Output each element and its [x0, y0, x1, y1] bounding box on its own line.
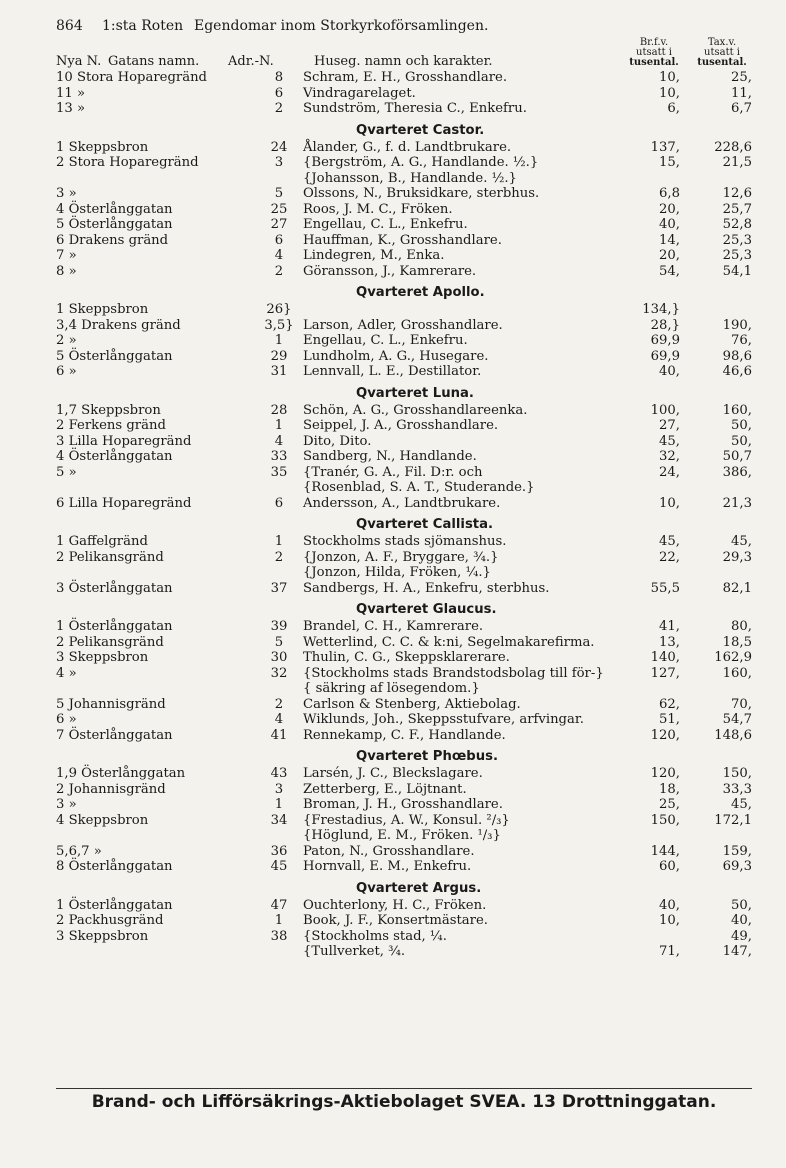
street-address: 1,7 Skeppsbron	[56, 402, 161, 418]
owner-name: Zetterberg, E., Löjtnant.	[303, 781, 467, 797]
address-number: 37	[270, 580, 288, 596]
tax-value: 21,5	[722, 155, 752, 170]
fire-insurance-value: 45,	[659, 433, 680, 449]
address-number: 32	[270, 665, 288, 681]
tax-value: 228,6	[714, 139, 752, 155]
fire-insurance-value: 41,	[659, 619, 680, 634]
address-number: 1	[274, 534, 284, 549]
col-adr-n: Adr.-N.	[228, 54, 274, 69]
quarter-title: Qvarteret Luna.	[356, 385, 474, 401]
address-number: 2	[274, 263, 284, 279]
table-row	[56, 70, 752, 86]
address-number: 4	[274, 712, 284, 727]
street-address: 3 Skeppsbron	[56, 650, 149, 665]
col-brfv-sub: utsatt i	[636, 47, 672, 58]
address-number: 34	[270, 812, 288, 828]
address-number: 36	[270, 843, 288, 859]
tax-value: 50,7	[722, 449, 752, 464]
address-number: 27	[270, 217, 288, 232]
tax-value: 25,	[731, 70, 752, 85]
table-row	[56, 333, 752, 349]
table-row	[56, 465, 752, 481]
fire-insurance-value: 71,	[659, 944, 680, 959]
owner-name: {Frestadius, A. W., Konsul. ²/₃}	[303, 812, 510, 828]
property-listing	[56, 70, 752, 965]
address-number: 41	[270, 727, 288, 743]
tax-value: 11,	[731, 85, 752, 101]
street-address: 2 »	[56, 333, 77, 348]
address-number: 3	[274, 155, 284, 170]
street-address: 1 Gaffelgränd	[56, 534, 148, 549]
owner-name: Lennvall, L. E., Destillator.	[303, 364, 482, 379]
street-address: 7 »	[56, 248, 77, 263]
col-brfv-unit: tusental.	[629, 57, 679, 68]
page-title: Egendomar inom Storkyrkoförsamlingen.	[194, 18, 489, 34]
tax-value: 150,	[722, 766, 752, 781]
tax-value: 45,	[731, 534, 752, 549]
fire-insurance-value: 140,	[650, 650, 680, 665]
tax-value: 148,6	[714, 727, 752, 743]
tax-value: 69,3	[722, 859, 752, 874]
table-row	[56, 418, 752, 434]
tax-value: 147,	[722, 944, 752, 959]
address-number: 6	[274, 85, 284, 101]
fire-insurance-value: 18,	[659, 781, 680, 797]
address-number: 1	[274, 797, 284, 812]
fire-insurance-value: 62,	[659, 696, 680, 712]
street-address: 8 Österlånggatan	[56, 859, 173, 874]
fire-insurance-value: 120,	[650, 727, 680, 743]
quarter-title: Qvarteret Callista.	[356, 517, 494, 532]
table-row	[56, 650, 752, 666]
fire-insurance-value: 10,	[659, 913, 680, 928]
quarter-section	[56, 122, 752, 285]
footer-advertisement: Brand- och Lifförsäkrings-Aktiebolaget SVEA. 13 Drottninggatan.	[56, 1088, 752, 1112]
table-row	[56, 364, 752, 380]
owner-name: {Jonzon, Hilda, Fröken, ¼.}	[303, 565, 491, 580]
owner-name: Lindegren, M., Enka.	[303, 248, 445, 263]
street-address: 8 »	[56, 263, 77, 279]
owner-name: {Bergström, A. G., Handlande. ½.}	[303, 155, 539, 170]
table-row	[56, 202, 752, 218]
tax-value: 386,	[722, 464, 752, 480]
owner-name: Dito, Dito.	[303, 433, 372, 449]
tax-value: 70,	[731, 696, 752, 712]
owner-name: { säkring af lösegendom.}	[303, 681, 480, 696]
table-row	[56, 349, 752, 365]
quarter-title: Qvarteret Apollo.	[356, 285, 485, 300]
col-taxv: Tax.v.	[707, 37, 737, 48]
table-row	[56, 619, 752, 635]
address-number: 39	[270, 619, 288, 634]
address-number: 45	[270, 859, 288, 874]
owner-name: Schön, A. G., Grosshandlareenka.	[303, 402, 528, 418]
owner-name: Engellau, C. L., Enkefru.	[303, 217, 468, 232]
address-number: 26}	[266, 302, 292, 317]
street-address: 10 Stora Hoparegränd	[56, 70, 207, 85]
table-row	[56, 155, 752, 171]
table-row	[56, 403, 752, 419]
street-address: 5 »	[56, 464, 77, 480]
table-row	[56, 217, 752, 233]
owner-name: {Rosenblad, S. A. T., Studerande.}	[303, 480, 535, 495]
street-address: 1 Österlånggatan	[56, 897, 173, 913]
column-headers	[56, 34, 752, 70]
owner-name: {Höglund, E. M., Fröken. ¹/₃}	[303, 828, 501, 843]
tax-value: 25,7	[722, 201, 752, 217]
table-row	[56, 233, 752, 249]
tax-value: 50,	[731, 433, 752, 449]
street-address: 5,6,7 »	[56, 843, 102, 859]
table-row	[56, 434, 752, 450]
fire-insurance-value: 144,	[650, 843, 680, 859]
fire-insurance-value: 15,	[659, 155, 680, 170]
tax-value: 76,	[731, 333, 752, 348]
table-row	[56, 797, 752, 813]
table-row	[56, 318, 752, 334]
owner-name: Book, J. F., Konsertmästare.	[303, 913, 488, 928]
address-number: 1	[274, 418, 284, 433]
address-number: 4	[274, 433, 284, 449]
table-row	[56, 859, 752, 875]
fire-insurance-value: 40,	[659, 897, 680, 913]
fire-insurance-value: 6,8	[659, 186, 680, 201]
street-address: 6 »	[56, 712, 77, 727]
address-number: 30	[270, 650, 288, 665]
fire-insurance-value: 69,9	[650, 333, 680, 348]
street-address: 4 Österlånggatan	[56, 201, 173, 217]
section-label: 1:sta Roten	[102, 18, 184, 34]
table-row	[56, 728, 752, 744]
table-row	[56, 186, 752, 202]
tax-value: 25,3	[722, 248, 752, 263]
quarter-section	[56, 880, 752, 965]
fire-insurance-value: 20,	[659, 248, 680, 263]
tax-value: 160,	[722, 402, 752, 418]
fire-insurance-value: 55,5	[650, 580, 680, 596]
fire-insurance-value: 40,	[659, 364, 680, 379]
address-number: 4	[274, 248, 284, 263]
tax-value: 21,3	[722, 495, 752, 511]
address-number: 35	[270, 464, 288, 480]
owner-name: Seippel, J. A., Grosshandlare.	[303, 418, 499, 433]
col-huseg: Huseg. namn och karakter.	[314, 54, 493, 69]
tax-value: 50,	[731, 418, 752, 433]
street-address: 6 Lilla Hoparegränd	[56, 495, 192, 511]
table-row	[56, 697, 752, 713]
owner-name: Wiklunds, Joh., Skeppsstufvare, arfvingar.	[303, 712, 584, 727]
table-row	[56, 101, 752, 117]
owner-name: Sundström, Theresia C., Enkefru.	[303, 101, 527, 116]
fire-insurance-value: 22,	[659, 549, 680, 565]
table-row	[56, 140, 752, 156]
table-row	[56, 550, 752, 566]
street-address: 2 Pelikansgränd	[56, 549, 164, 565]
table-row	[56, 828, 752, 844]
tax-value: 82,1	[722, 580, 752, 596]
fire-insurance-value: 127,	[650, 665, 680, 681]
owner-name: Roos, J. M. C., Fröken.	[303, 201, 453, 217]
street-address: 1 Skeppsbron	[56, 139, 149, 155]
table-row	[56, 581, 752, 597]
owner-name: Sandbergs, H. A., Enkefru, sterbhus.	[303, 580, 550, 596]
fire-insurance-value: 40,	[659, 217, 680, 232]
owner-name: {Tullverket, ¾.	[303, 944, 406, 959]
tax-value: 98,6	[722, 348, 752, 364]
fire-insurance-value: 14,	[659, 232, 680, 248]
street-address: 7 Österlånggatan	[56, 727, 173, 743]
tax-value: 162,9	[714, 650, 752, 665]
col-taxv-unit: tusental.	[697, 57, 747, 68]
quarter-title: Qvarteret Phœbus.	[356, 749, 498, 764]
owner-name: Paton, N., Grosshandlare.	[303, 843, 475, 859]
quarter-section	[56, 601, 752, 748]
page-number: 864	[56, 18, 83, 34]
owner-name: Broman, J. H., Grosshandlare.	[303, 797, 503, 812]
owner-name: Carlson & Stenberg, Aktiebolag.	[303, 696, 521, 712]
tax-value: 45,	[731, 797, 752, 812]
owner-name: {Tranér, G. A., Fil. D:r. och	[303, 464, 483, 480]
street-address: 1 Skeppsbron	[56, 302, 149, 317]
address-number: 3,5}	[264, 317, 294, 333]
table-row	[56, 782, 752, 798]
street-address: 1 Österlånggatan	[56, 619, 173, 634]
street-address: 2 Ferkens gränd	[56, 418, 166, 433]
table-row	[56, 898, 752, 914]
tax-value: 52,8	[722, 217, 752, 232]
owner-name: Vindragarelaget.	[303, 85, 416, 101]
address-number: 3	[274, 781, 284, 797]
table-row	[56, 681, 752, 697]
table-row	[56, 666, 752, 682]
owner-name: Brandel, C. H., Kamrerare.	[303, 619, 484, 634]
street-address: 13 »	[56, 101, 86, 116]
table-row	[56, 766, 752, 782]
table-row	[56, 496, 752, 512]
table-row	[56, 913, 752, 929]
address-number: 38	[270, 928, 288, 944]
owner-name: {Stockholms stads Brandstodsbolag till för-}	[303, 665, 604, 681]
quarter-section	[56, 748, 752, 880]
tax-value: 160,	[722, 665, 752, 681]
fire-insurance-value: 10,	[659, 70, 680, 85]
address-number: 31	[270, 364, 288, 379]
fire-insurance-value: 150,	[650, 812, 680, 828]
col-taxv-sub: utsatt i	[704, 47, 740, 58]
address-number: 47	[270, 897, 288, 913]
owner-name: Lundholm, A. G., Husegare.	[303, 348, 489, 364]
fire-insurance-value: 137,	[650, 139, 680, 155]
quarter-title: Qvarteret Castor.	[356, 122, 485, 138]
col-nya-n: Nya N.	[56, 54, 102, 69]
address-number: 24	[270, 139, 288, 155]
address-number: 25	[270, 201, 288, 217]
table-row	[56, 944, 752, 960]
fire-insurance-value: 10,	[659, 85, 680, 101]
fire-insurance-value: 13,	[659, 634, 680, 650]
owner-name: Hauffman, K., Grosshandlare.	[303, 232, 502, 248]
address-number: 6	[274, 495, 284, 511]
owner-name: {Stockholms stad, ¼.	[303, 928, 447, 944]
address-number: 2	[274, 101, 284, 116]
table-row	[56, 712, 752, 728]
address-number: 5	[274, 634, 284, 650]
street-address: 6 »	[56, 364, 77, 379]
address-number: 1	[274, 333, 284, 348]
street-address: 2 Pelikansgränd	[56, 634, 164, 650]
street-address: 1,9 Österlånggatan	[56, 766, 186, 781]
fire-insurance-value: 51,	[659, 712, 680, 727]
street-address: 3 »	[56, 186, 77, 201]
quarter-title: Qvarteret Glaucus.	[356, 602, 497, 617]
owner-name: Sandberg, N., Handlande.	[303, 449, 477, 464]
tax-value: 46,6	[722, 364, 752, 379]
fire-insurance-value: 45,	[659, 534, 680, 549]
table-row	[56, 302, 752, 318]
tax-value: 6,7	[731, 101, 752, 116]
quarter-title: Qvarteret Argus.	[356, 880, 482, 896]
fire-insurance-value: 54,	[659, 263, 680, 279]
street-address: 2 Packhusgränd	[56, 913, 164, 928]
street-address: 3,4 Drakens gränd	[56, 317, 181, 333]
street-address: 2 Johannisgränd	[56, 781, 166, 797]
fire-insurance-value: 10,	[659, 495, 680, 511]
owner-name: Ålander, G., f. d. Landtbrukare.	[303, 139, 512, 155]
street-address: 5 Österlånggatan	[56, 348, 173, 364]
owner-name: Göransson, J., Kamrerare.	[303, 263, 477, 279]
table-row	[56, 534, 752, 550]
address-number: 2	[274, 696, 284, 712]
page-header	[56, 10, 752, 34]
street-address: 4 Skeppsbron	[56, 812, 149, 828]
fire-insurance-value: 60,	[659, 859, 680, 874]
table-row	[56, 248, 752, 264]
address-number: 5	[274, 186, 284, 201]
fire-insurance-value: 69,9	[650, 348, 680, 364]
owner-name: Wetterlind, C. C. & k:ni, Segelmakarefirma.	[303, 634, 595, 650]
table-row	[56, 480, 752, 496]
tax-value: 40,	[731, 913, 752, 928]
address-number: 33	[270, 449, 288, 464]
address-number: 8	[274, 70, 284, 85]
tax-value: 54,7	[722, 712, 752, 727]
table-row	[56, 449, 752, 465]
address-number: 28	[270, 402, 288, 418]
tax-value: 49,	[731, 928, 752, 944]
quarter-section	[56, 70, 752, 122]
owner-name: Andersson, A., Landtbrukare.	[303, 495, 501, 511]
quarter-section	[56, 284, 752, 385]
address-number: 1	[274, 913, 284, 928]
fire-insurance-value: 120,	[650, 766, 680, 781]
fire-insurance-value: 28,}	[650, 317, 680, 333]
owner-name: Larson, Adler, Grosshandlare.	[303, 317, 503, 333]
fire-insurance-value: 24,	[659, 464, 680, 480]
street-address: 5 Johannisgränd	[56, 696, 166, 712]
owner-name: Olssons, N., Bruksidkare, sterbhus.	[303, 186, 540, 201]
tax-value: 29,3	[722, 549, 752, 565]
tax-value: 18,5	[722, 634, 752, 650]
quarter-section	[56, 516, 752, 601]
address-number: 29	[270, 348, 288, 364]
owner-name: Stockholms stads sjömanshus.	[303, 534, 507, 549]
owner-name: Thulin, C. G., Skeppsklarerare.	[303, 650, 510, 665]
street-address: 3 »	[56, 797, 77, 812]
fire-insurance-value: 27,	[659, 418, 680, 433]
owner-name: {Jonzon, A. F., Bryggare, ¾.}	[303, 549, 499, 565]
owner-name: Ouchterlony, H. C., Fröken.	[303, 897, 487, 913]
fire-insurance-value: 6,	[667, 101, 680, 116]
col-brfv: Br.f.v.	[639, 37, 669, 48]
table-row	[56, 264, 752, 280]
street-address: 4 »	[56, 665, 77, 681]
tax-value: 159,	[722, 843, 752, 859]
owner-name: Larsén, J. C., Bleckslagare.	[303, 766, 483, 781]
street-address: 4 Österlånggatan	[56, 449, 173, 464]
tax-value: 33,3	[722, 781, 752, 797]
address-number: 2	[274, 549, 284, 565]
fire-insurance-value: 32,	[659, 449, 680, 464]
street-address: 2 Stora Hoparegränd	[56, 155, 199, 170]
tax-value: 190,	[722, 317, 752, 333]
address-number: 43	[270, 766, 288, 781]
quarter-section	[56, 385, 752, 517]
table-row	[56, 813, 752, 829]
street-address: 5 Österlånggatan	[56, 217, 173, 232]
table-row	[56, 171, 752, 187]
owner-name: Hornvall, E. M., Enkefru.	[303, 859, 472, 874]
tax-value: 54,1	[722, 263, 752, 279]
street-address: 3 Österlånggatan	[56, 580, 173, 596]
street-address: 11 »	[56, 85, 86, 101]
owner-name: Rennekamp, C. F., Handlande.	[303, 727, 506, 743]
owner-name: {Johansson, B., Handlande. ½.}	[303, 170, 517, 186]
street-address: 6 Drakens gränd	[56, 232, 169, 248]
address-number: 6	[274, 232, 284, 248]
fire-insurance-value: 20,	[659, 201, 680, 217]
table-row	[56, 86, 752, 102]
owner-name: Schram, E. H., Grosshandlare.	[303, 70, 508, 85]
fire-insurance-value: 134,}	[642, 302, 680, 317]
table-row	[56, 929, 752, 945]
owner-name: Engellau, C. L., Enkefru.	[303, 333, 468, 348]
tax-value: 50,	[731, 897, 752, 913]
tax-value: 80,	[731, 619, 752, 634]
tax-value: 172,1	[714, 812, 752, 828]
table-row	[56, 565, 752, 581]
table-row	[56, 635, 752, 651]
street-address: 3 Skeppsbron	[56, 928, 149, 944]
street-address: 3 Lilla Hoparegränd	[56, 433, 192, 449]
col-gatans-namn: Gatans namn.	[108, 54, 200, 69]
table-row	[56, 844, 752, 860]
fire-insurance-value: 25,	[659, 797, 680, 812]
fire-insurance-value: 100,	[650, 402, 680, 418]
tax-value: 25,3	[722, 232, 752, 248]
tax-value: 12,6	[722, 186, 752, 201]
